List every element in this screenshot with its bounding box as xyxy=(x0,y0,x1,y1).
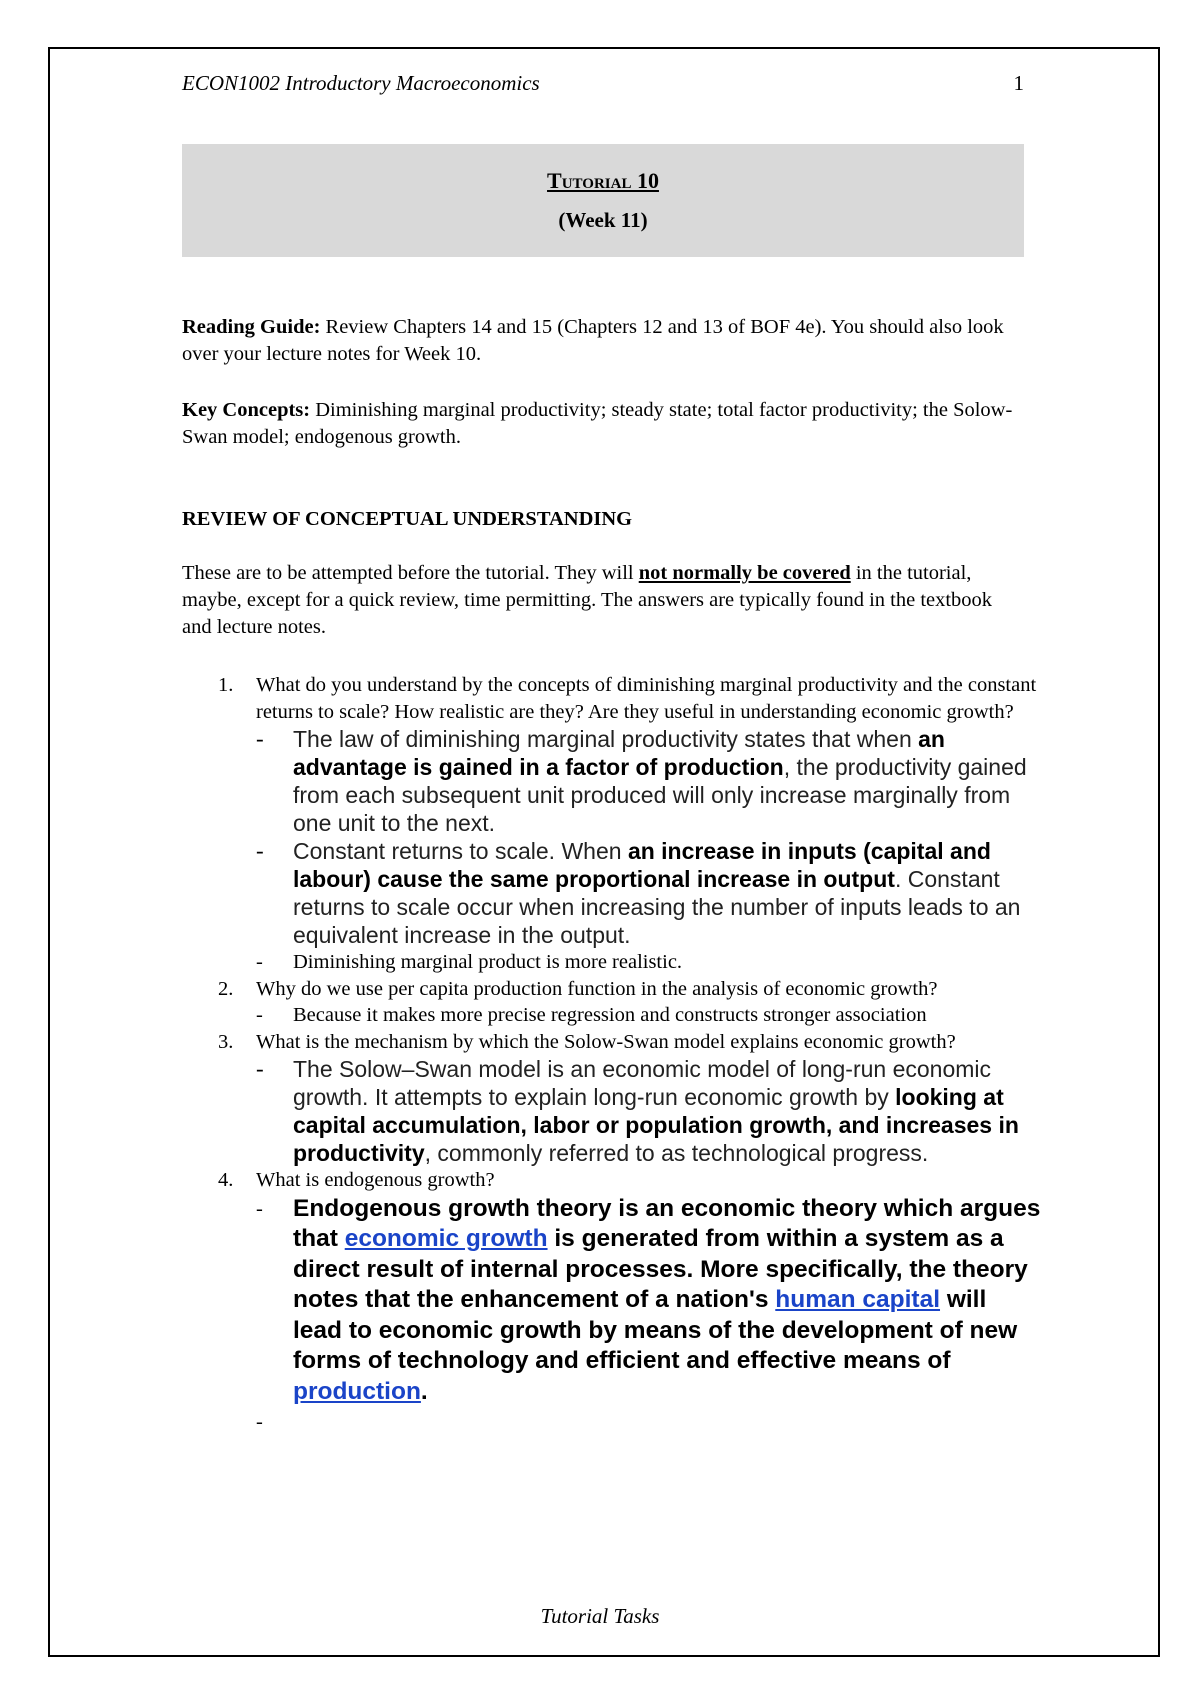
answer-item xyxy=(256,725,1042,837)
answer-text: . xyxy=(420,1377,428,1405)
tutorial-title: Tutorial 10 xyxy=(547,168,659,193)
question-item xyxy=(182,976,1042,1029)
question-number: 4. xyxy=(218,1169,234,1191)
title-box xyxy=(182,144,1024,257)
answer-text: is generated from within a system as a direct result of internal processes. More specifically, the theory notes that the enhancement of a nation's xyxy=(293,1225,1028,1313)
answer-emphasis: an increase in inputs (capital and labour) cause the same proportional increase in output xyxy=(293,838,991,892)
economic-growth-link[interactable]: economic growth xyxy=(344,1225,548,1252)
page-footer: Tutorial Tasks xyxy=(540,1604,660,1628)
answer-emphasis: looking at capital accumulation, labor or population growth, and increases in productivity xyxy=(293,1084,1019,1166)
question-number: 2. xyxy=(218,977,234,1000)
intro-text: These are to be attempted before the tutorial. They will xyxy=(182,562,639,584)
question-item xyxy=(182,1029,1042,1168)
question-item xyxy=(182,672,1042,976)
answer-emphasis: an advantage is gained in a factor of production xyxy=(293,726,945,780)
reading-guide xyxy=(182,314,1024,368)
answer-text: Endogenous growth theory is an economic theory which argues that xyxy=(293,1194,1041,1252)
human-capital-link[interactable]: human capital xyxy=(775,1286,941,1313)
tutorial-week: (Week 11) xyxy=(558,208,648,232)
question-text: Why do we use per capita production function in the analysis of economic growth? xyxy=(256,977,938,1000)
question-number: 1. xyxy=(218,674,234,696)
intro-emphasis: not normally be covered xyxy=(638,562,851,584)
answer-dash: - xyxy=(256,838,264,863)
key-concepts-text: Diminishing marginal productivity; steady state; total factor productivity; the Solow-Swan model; endogenous growth. xyxy=(182,399,1013,448)
key-concepts-label: Key Concepts: xyxy=(182,399,311,421)
answer-dash: - xyxy=(256,726,264,751)
answer-text: will lead to economic growth by means of the development of new forms of technology and efficient and effective means of xyxy=(293,1286,1018,1374)
question-text: What is the mechanism by which the Solow-Swan model explains economic growth? xyxy=(256,1030,956,1053)
course-title: ECON1002 Introductory Macroeconomics xyxy=(182,71,540,95)
answer-item xyxy=(256,949,1042,976)
section-heading: REVIEW OF CONCEPTUAL UNDERSTANDING xyxy=(182,508,633,530)
answer-dash: - xyxy=(256,1004,263,1026)
answer-text: , the productivity gained from each subsequent unit produced will only increase marginally from one unit to the next. xyxy=(293,754,1027,836)
answer-item xyxy=(256,1002,1042,1029)
reading-guide-label: Reading Guide: xyxy=(182,316,321,338)
reading-guide-text: Review Chapters 14 and 15 (Chapters 12 and 13 of BOF 4e). You should also look over your lecture notes for Week 10. xyxy=(182,316,1004,365)
question-item xyxy=(182,1167,1042,1433)
answer-text: . Constant returns to scale occur when increasing the number of inputs leads to an equivalent increase in the output. xyxy=(293,866,1021,948)
answer-item xyxy=(256,837,1042,949)
question-text: What is endogenous growth? xyxy=(256,1169,495,1191)
answer-dash: - xyxy=(256,1056,264,1081)
intro-paragraph xyxy=(182,560,1024,641)
answer-dash: - xyxy=(256,1411,263,1433)
answer-text: The law of diminishing marginal productivity states that when xyxy=(293,726,919,752)
answer-item xyxy=(256,1055,1042,1167)
answer-dash: - xyxy=(256,951,263,973)
answer-text: Diminishing marginal product is more realistic. xyxy=(293,951,683,973)
answer-text: , commonly referred to as technological progress. xyxy=(424,1140,929,1166)
answer-text: The Solow–Swan model is an economic model of long-run economic growth. It attempts to explain long-run economic growth by xyxy=(293,1056,992,1110)
answer-text: Constant returns to scale. When xyxy=(293,838,628,864)
answer-dash: - xyxy=(256,1197,263,1220)
answer-text: Because it makes more precise regression and constructs stronger association xyxy=(293,1004,927,1026)
question-number: 3. xyxy=(218,1030,234,1053)
production-link[interactable]: production xyxy=(293,1377,421,1405)
page-header xyxy=(182,71,1024,96)
question-text: What do you understand by the concepts of diminishing marginal productivity and the constant returns to scale? How realistic are they? Are they useful in understanding economic growth? xyxy=(256,674,1037,723)
key-concepts xyxy=(182,397,1024,451)
answer-item xyxy=(256,1194,1042,1408)
page-number: 1 xyxy=(1013,71,1024,95)
question-list xyxy=(182,672,1042,1433)
intro-text-end: in the tutorial, maybe, except for a quick review, time permitting. The answers are typically found in the textbook and lecture notes. xyxy=(182,562,993,638)
